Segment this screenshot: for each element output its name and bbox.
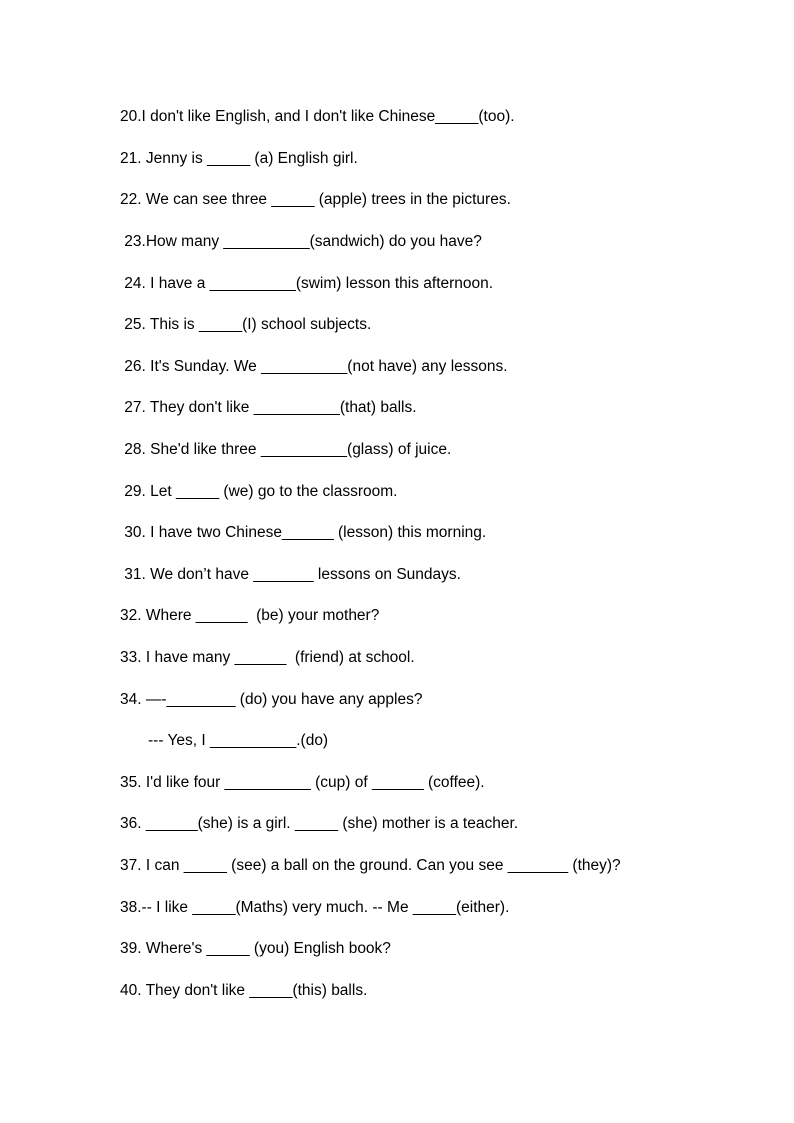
- exercise-line-21: 21. Jenny is _____ (a) English girl.: [120, 150, 358, 167]
- exercise-line-28: 28. She'd like three __________(glass) of juice.: [120, 441, 452, 458]
- exercise-line-20: 20.I don't like English, and I don't like Chinese_____(too).: [120, 108, 515, 125]
- exercise-line-38: 38.-- I like _____(Maths) very much. -- Me _____(either).: [120, 899, 510, 916]
- exercise-line-26: 26. It's Sunday. We __________(not have) any lessons.: [120, 358, 508, 375]
- exercise-line-31: 31. We don’t have _______ lessons on Sundays.: [120, 566, 461, 583]
- exercise-line-35: 35. I'd like four __________ (cup) of ______ (coffee).: [120, 774, 485, 791]
- exercise-line-34: 34. —-________ (do) you have any apples?: [120, 691, 423, 708]
- exercise-line-29: 29. Let _____ (we) go to the classroom.: [120, 483, 398, 500]
- exercise-line-30: 30. I have two Chinese______ (lesson) this morning.: [120, 524, 487, 541]
- exercise-line-32: 32. Where ______ (be) your mother?: [120, 607, 380, 624]
- exercise-line-27: 27. They don't like __________(that) balls.: [120, 399, 417, 416]
- exercise-line-23: 23.How many __________(sandwich) do you have?: [120, 233, 482, 250]
- exercise-line-40: 40. They don't like _____(this) balls.: [120, 982, 368, 999]
- exercise-line-25: 25. This is _____(I) school subjects.: [120, 316, 372, 333]
- exercise-line-22: 22. We can see three _____ (apple) trees in the pictures.: [120, 191, 511, 208]
- exercise-line-37: 37. I can _____ (see) a ball on the ground. Can you see _______ (they)?: [120, 857, 621, 874]
- exercise-line-34-answer: --- Yes, I __________.(do): [148, 732, 329, 749]
- exercise-line-39: 39. Where's _____ (you) English book?: [120, 940, 391, 957]
- exercise-line-24: 24. I have a __________(swim) lesson this afternoon.: [120, 275, 494, 292]
- exercise-line-33: 33. I have many ______ (friend) at school.: [120, 649, 415, 666]
- exercise-line-36: 36. ______(she) is a girl. _____ (she) mother is a teacher.: [120, 815, 519, 832]
